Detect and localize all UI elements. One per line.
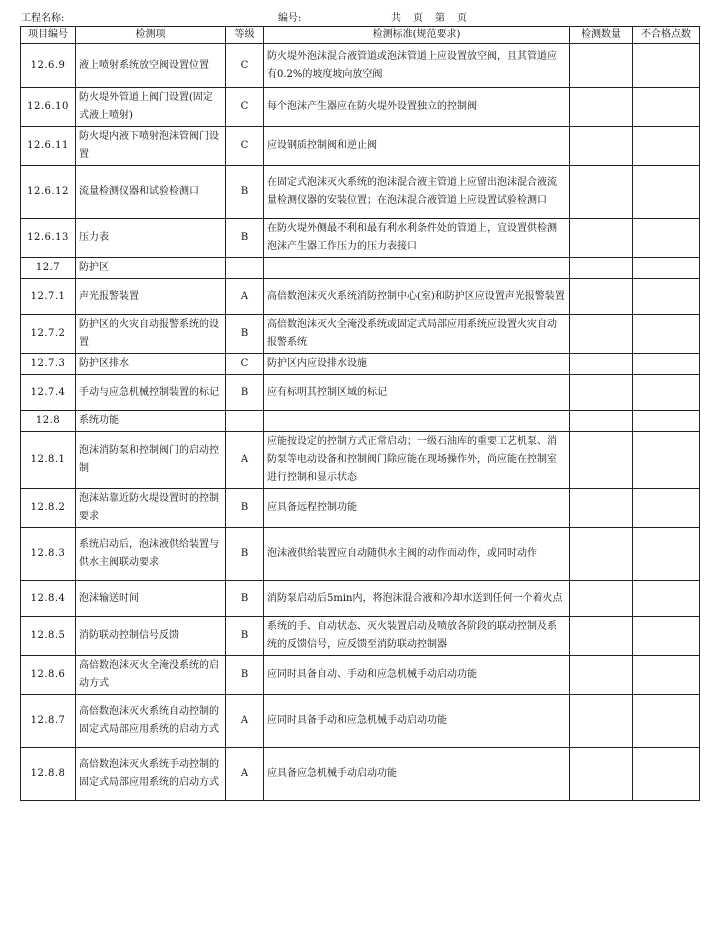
- row-quantity: [570, 279, 633, 315]
- row-quantity: [570, 432, 633, 489]
- project-name-label: 工程名称:: [21, 13, 65, 24]
- row-standard: 系统的手、自动状态、灭火装置启动及喷放各阶段的联动控制及系统的反馈信号，应反馈至消防联动控制器: [264, 617, 570, 656]
- row-quantity: [570, 695, 633, 748]
- row-code: 12.6.13: [21, 219, 76, 258]
- table-row: [21, 528, 700, 581]
- row-grade: B: [226, 528, 264, 581]
- row-code: 12.8.1: [21, 432, 76, 489]
- row-item: 防护区排水: [76, 354, 226, 375]
- table-row: [21, 219, 700, 258]
- row-standard: 在防火堤外侧最不利和最有利水利条件处的管道上，宜设置供检测泡沫产生器工作压力的压力表接口: [264, 219, 570, 258]
- row-quantity: [570, 258, 633, 279]
- table-row: [21, 127, 700, 166]
- row-standard: 应具备应急机械手动启动功能: [264, 748, 570, 801]
- row-quantity: [570, 489, 633, 528]
- row-quantity: [570, 44, 633, 88]
- row-quantity: [570, 88, 633, 127]
- row-grade: B: [226, 375, 264, 411]
- page-header: [0, 0, 719, 26]
- table-row: [21, 279, 700, 315]
- table-body: [21, 44, 700, 801]
- row-grade: B: [226, 656, 264, 695]
- row-code: 12.8: [21, 411, 76, 432]
- row-standard: 应同时具备自动、手动和应急机械手动启动功能: [264, 656, 570, 695]
- row-quantity: [570, 581, 633, 617]
- row-code: 12.7: [21, 258, 76, 279]
- row-standard: 应设钢质控制阀和逆止阀: [264, 127, 570, 166]
- table-row: [21, 166, 700, 219]
- row-code: 12.8.2: [21, 489, 76, 528]
- row-grade: B: [226, 489, 264, 528]
- row-grade: A: [226, 279, 264, 315]
- row-grade: C: [226, 44, 264, 88]
- row-grade: B: [226, 617, 264, 656]
- row-failures: [633, 432, 700, 489]
- row-grade: B: [226, 581, 264, 617]
- row-item: 手动与应急机械控制装置的标记: [76, 375, 226, 411]
- row-code: 12.7.2: [21, 315, 76, 354]
- table-row: [21, 88, 700, 127]
- row-item: 系统启动后，泡沫液供给装置与供水主阀联动要求: [76, 528, 226, 581]
- table-row: [21, 695, 700, 748]
- row-code: 12.8.4: [21, 581, 76, 617]
- row-code: 12.8.8: [21, 748, 76, 801]
- row-standard: 应能按设定的控制方式正常启动；一级石油库的重要工艺机泵、消防泵等电动设备和控制阀门除应能在现场操作外，尚应能在控制室进行控制和显示状态: [264, 432, 570, 489]
- row-standard: 在固定式泡沫灭火系统的泡沫混合液主管道上应留出泡沫混合液流量检测仪器的安装位置；在泡沫混合液管道上应设置试验检测口: [264, 166, 570, 219]
- row-standard: [264, 258, 570, 279]
- row-failures: [633, 166, 700, 219]
- table-row: [21, 258, 700, 279]
- row-item: 液上喷射系统放空阀设置位置: [76, 44, 226, 88]
- row-standard: 防火堤外泡沫混合液管道或泡沫管道上应设置放空阀，且其管道应有0.2%的坡度坡向放空阀: [264, 44, 570, 88]
- row-failures: [633, 411, 700, 432]
- table-row: [21, 581, 700, 617]
- row-failures: [633, 88, 700, 127]
- table-row: [21, 354, 700, 375]
- row-quantity: [570, 375, 633, 411]
- row-item: 泡沫消防泵和控制阀门的启动控制: [76, 432, 226, 489]
- row-code: 12.6.9: [21, 44, 76, 88]
- col-header-standard: 检测标准(规范要求): [264, 27, 570, 44]
- table-row: [21, 489, 700, 528]
- row-failures: [633, 315, 700, 354]
- row-item: 声光报警装置: [76, 279, 226, 315]
- row-item: 防火堤内液下喷射泡沫管阀门设置: [76, 127, 226, 166]
- row-grade: B: [226, 315, 264, 354]
- row-standard: 泡沫液供给装置应自动随供水主阀的动作而动作，或同时动作: [264, 528, 570, 581]
- row-failures: [633, 656, 700, 695]
- row-quantity: [570, 656, 633, 695]
- row-failures: [633, 279, 700, 315]
- row-item: 泡沫站靠近防火堤设置时的控制要求: [76, 489, 226, 528]
- row-code: 12.7.4: [21, 375, 76, 411]
- row-code: 12.8.5: [21, 617, 76, 656]
- row-quantity: [570, 315, 633, 354]
- row-grade: C: [226, 88, 264, 127]
- row-code: 12.7.1: [21, 279, 76, 315]
- row-failures: [633, 748, 700, 801]
- col-header-grade: 等级: [226, 27, 264, 44]
- row-quantity: [570, 411, 633, 432]
- row-failures: [633, 354, 700, 375]
- table-row: [21, 656, 700, 695]
- row-code: 12.6.12: [21, 166, 76, 219]
- row-failures: [633, 617, 700, 656]
- row-failures: [633, 258, 700, 279]
- row-item: 高倍数泡沫灭火系统手动控制的固定式局部应用系统的启动方式: [76, 748, 226, 801]
- row-item: 高倍数泡沫灭火全淹没系统的启动方式: [76, 656, 226, 695]
- table-row: [21, 411, 700, 432]
- table-row: [21, 432, 700, 489]
- row-failures: [633, 219, 700, 258]
- row-standard: 应有标明其控制区域的标记: [264, 375, 570, 411]
- row-item: 防护区的火灾自动报警系统的设置: [76, 315, 226, 354]
- row-code: 12.8.7: [21, 695, 76, 748]
- row-quantity: [570, 219, 633, 258]
- table-header-row: [21, 27, 700, 44]
- row-quantity: [570, 354, 633, 375]
- row-grade: C: [226, 127, 264, 166]
- row-failures: [633, 375, 700, 411]
- row-standard: 防护区内应设排水设施: [264, 354, 570, 375]
- row-quantity: [570, 127, 633, 166]
- row-grade: C: [226, 354, 264, 375]
- table-row: [21, 315, 700, 354]
- row-standard: 消防泵启动后5min内，将泡沫混合液和冷却水送到任何一个着火点: [264, 581, 570, 617]
- table-row: [21, 375, 700, 411]
- row-grade: B: [226, 166, 264, 219]
- inspection-table: [20, 26, 700, 801]
- row-grade: A: [226, 695, 264, 748]
- col-header-failures: 不合格点数: [633, 27, 700, 44]
- row-item: 压力表: [76, 219, 226, 258]
- row-item: 泡沫输送时间: [76, 581, 226, 617]
- row-standard: [264, 411, 570, 432]
- row-code: 12.8.6: [21, 656, 76, 695]
- row-standard: 高倍数泡沫灭火全淹没系统或固定式局部应用系统应设置火灾自动报警系统: [264, 315, 570, 354]
- row-grade: [226, 258, 264, 279]
- table-row: [21, 617, 700, 656]
- row-grade: B: [226, 219, 264, 258]
- row-quantity: [570, 748, 633, 801]
- col-header-code: 项目编号: [21, 27, 76, 44]
- row-item: 防护区: [76, 258, 226, 279]
- table-row: [21, 748, 700, 801]
- row-failures: [633, 127, 700, 166]
- row-item: 系统功能: [76, 411, 226, 432]
- row-standard: 应同时具备手动和应急机械手动启动功能: [264, 695, 570, 748]
- row-standard: 应具备远程控制功能: [264, 489, 570, 528]
- col-header-quantity: 检测数量: [570, 27, 633, 44]
- row-quantity: [570, 617, 633, 656]
- number-label: 编号:: [278, 13, 302, 24]
- row-grade: [226, 411, 264, 432]
- row-grade: A: [226, 748, 264, 801]
- row-code: 12.8.3: [21, 528, 76, 581]
- row-code: 12.6.11: [21, 127, 76, 166]
- row-quantity: [570, 166, 633, 219]
- row-item: 消防联动控制信号反馈: [76, 617, 226, 656]
- row-failures: [633, 489, 700, 528]
- row-code: 12.6.10: [21, 88, 76, 127]
- row-failures: [633, 695, 700, 748]
- row-standard: 每个泡沫产生器应在防火堤外设置独立的控制阀: [264, 88, 570, 127]
- row-quantity: [570, 528, 633, 581]
- row-failures: [633, 581, 700, 617]
- table-row: [21, 44, 700, 88]
- page-count-label: 共 页 第 页: [391, 13, 468, 24]
- col-header-item: 检测项: [76, 27, 226, 44]
- row-item: 流量检测仪器和试验检测口: [76, 166, 226, 219]
- row-item: 高倍数泡沫灭火系统自动控制的固定式局部应用系统的启动方式: [76, 695, 226, 748]
- row-code: 12.7.3: [21, 354, 76, 375]
- row-item: 防火堤外管道上阀门设置(固定式液上喷射): [76, 88, 226, 127]
- row-failures: [633, 528, 700, 581]
- row-standard: 高倍数泡沫灭火系统消防控制中心(室)和防护区应设置声光报警装置: [264, 279, 570, 315]
- row-grade: A: [226, 432, 264, 489]
- row-failures: [633, 44, 700, 88]
